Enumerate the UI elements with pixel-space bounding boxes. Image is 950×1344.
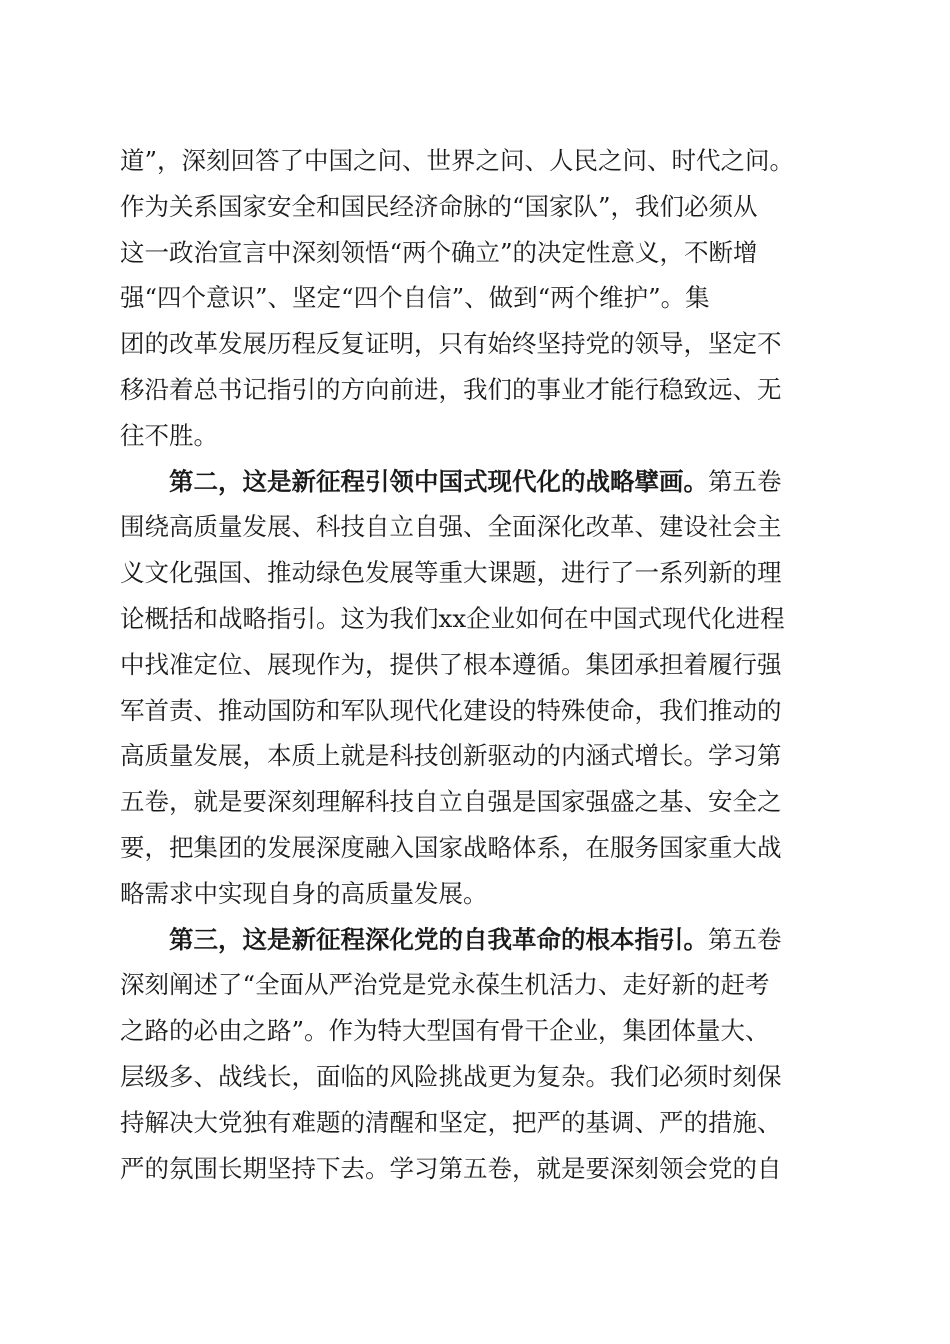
document-body (120, 138, 832, 1191)
paragraph-2-line-4: 论概括和战略指引。这为我们xx企业如何在中国式现代化进程 (120, 603, 785, 633)
paragraph-3-line-5: 持解决大党独有难题的清醒和坚定，把严的基调、严的措施、 (120, 1107, 782, 1137)
paragraph-3-line-2: 深刻阐述了“全面从严治党是党永葆生机活力、走好新的赶考 (120, 970, 770, 1000)
paragraph-3 (120, 917, 832, 1192)
paragraph-1-line-2: 作为关系国家安全和国民经济命脉的“国家队”，我们必须从 (120, 191, 758, 221)
paragraph-1-line-1: 道”，深刻回答了中国之问、世界之问、人民之问、时代之问。 (120, 146, 795, 175)
paragraph-2-line-5: 中找准定位、展现作为，提供了根本遵循。集团承担着履行强 (120, 649, 782, 679)
paragraph-2-line-1 (120, 459, 832, 505)
paragraph-2-line-7: 高质量发展，本质上就是科技创新驱动的内涵式增长。学习第 (120, 741, 782, 771)
paragraph-1-line-6: 移沿着总书记指引的方向前进，我们的事业才能行稳致远、无 (120, 374, 782, 404)
paragraph-2-line-6: 军首责、推动国防和军队现代化建设的特殊使命，我们推动的 (120, 695, 782, 725)
paragraph-2-first-line-rest: 第五卷 (708, 466, 782, 496)
paragraph-2-line-3: 义文化强国、推动绿色发展等重大课题，进行了一系列新的理 (120, 558, 782, 588)
paragraph-1 (120, 138, 832, 459)
paragraph-2-line-2: 围绕高质量发展、科技自立自强、全面深化改革、建设社会主 (120, 512, 782, 542)
paragraph-2-line-10: 略需求中实现自身的高质量发展。 (120, 878, 488, 908)
paragraph-3-line-3: 之路的必由之路”。作为特大型国有骨干企业，集团体量大、 (120, 1016, 770, 1046)
paragraph-2 (120, 459, 832, 917)
paragraph-3-line-1 (120, 917, 832, 963)
paragraph-3-first-line-rest: 第五卷 (708, 924, 782, 954)
paragraph-3-line-6: 严的氛围长期坚持下去。学习第五卷，就是要深刻领会党的自 (120, 1153, 782, 1183)
paragraph-3-line-4: 层级多、战线长，面临的风险挑战更为复杂。我们必须时刻保 (120, 1061, 782, 1091)
paragraph-2-line-8: 五卷，就是要深刻理解科技自立自强是国家强盛之基、安全之 (120, 787, 782, 817)
paragraph-2-lead-sentence: 第二，这是新征程引领中国式现代化的战略擘画。 (169, 466, 708, 496)
paragraph-3-lead-sentence: 第三，这是新征程深化党的自我革命的根本指引。 (169, 924, 708, 954)
paragraph-1-line-3: 这一政治宣言中深刻领悟“两个确立”的决定性意义，不断增 (120, 237, 758, 267)
paragraph-2-line-9: 要，把集团的发展深度融入国家战略体系，在服务国家重大战 (120, 832, 782, 862)
paragraph-1-line-5: 团的改革发展历程反复证明，只有始终坚持党的领导，坚定不 (120, 329, 782, 359)
paragraph-1-line-4: 强“四个意识”、坚定“四个自信”、做到“两个维护”。集 (120, 283, 710, 313)
paragraph-1-line-7: 往不胜。 (120, 420, 218, 450)
